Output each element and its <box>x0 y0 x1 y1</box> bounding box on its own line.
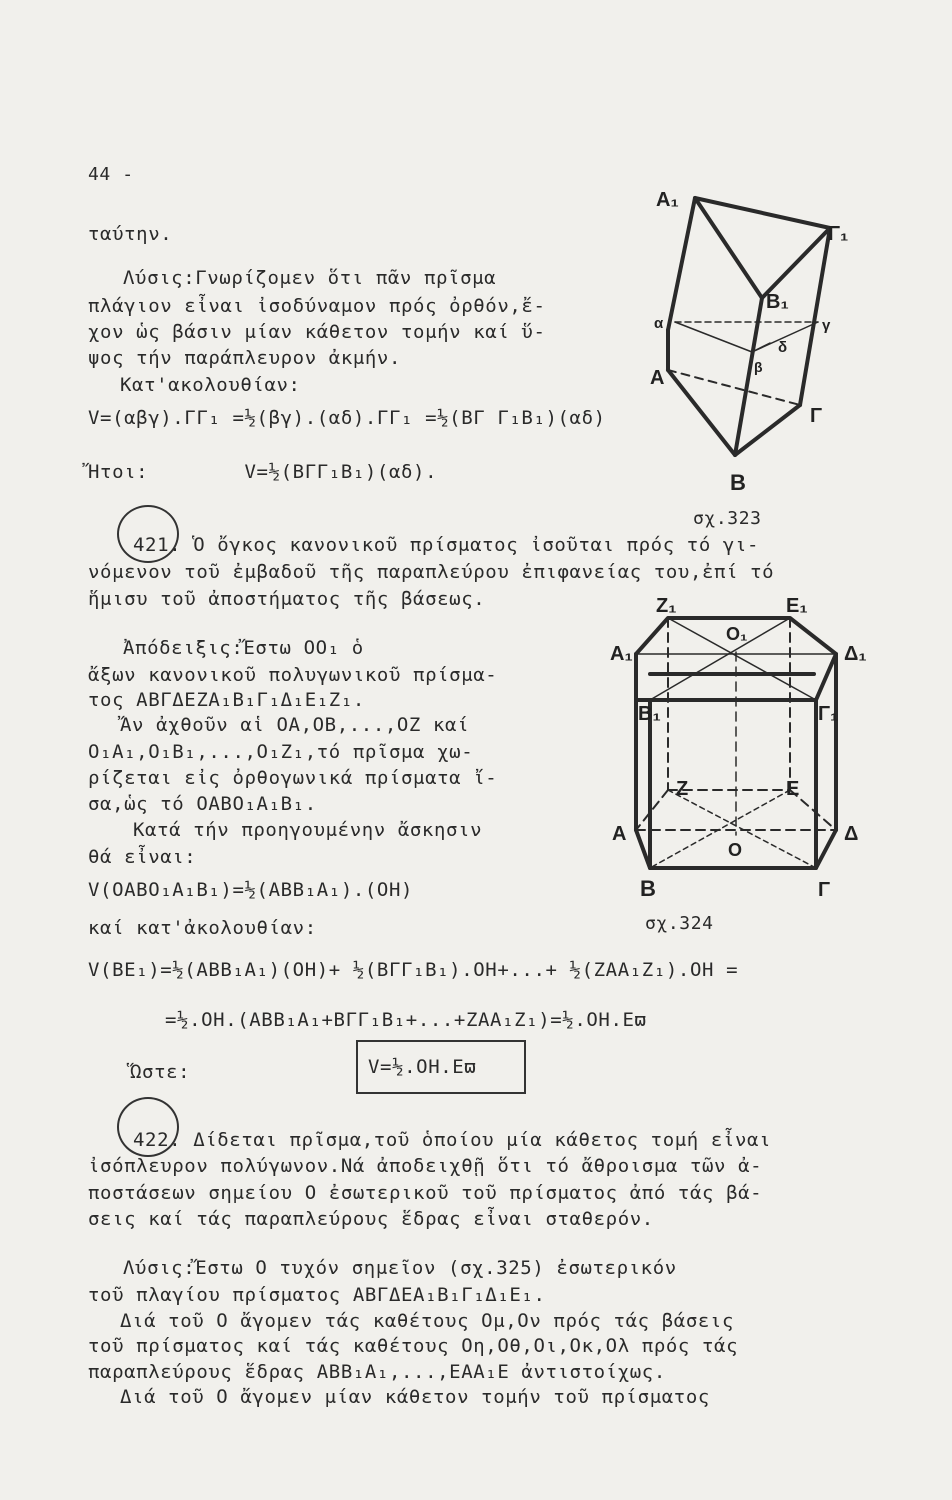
text-line: Λύσις:Ἔστω Ο τυχόν σημεῖον (σχ.325) ἐσωτερικόν <box>123 1257 677 1279</box>
radius-line <box>650 618 790 700</box>
text-line: Ο₁Α₁,Ο₁Β₁,...,Ο₁Ζ₁,τό πρῖσμα χω- <box>88 741 474 763</box>
label-A1: Α₁ <box>610 643 633 665</box>
text-line: ἄξων κανονικοῦ πολυγωνικοῦ πρίσμα- <box>88 664 498 686</box>
label-A1: Α₁ <box>656 189 679 211</box>
label-E1: Ε₁ <box>786 595 808 617</box>
text-line: σεις καί τάς παραπλεύρους ἕδρας εἶναι σταθερόν. <box>88 1208 654 1230</box>
figure-324-regular-prism <box>608 590 878 910</box>
label-B1: Β₁ <box>766 291 789 313</box>
label-G: Γ <box>818 879 831 901</box>
label-G1: Γ₁ <box>828 223 849 245</box>
text-line: ἰσόπλευρον πολύγωνον.Νά ἀποδειχθῇ ὅτι τό ἄθροισμα τῶν ἀ- <box>88 1155 763 1177</box>
figure-324-caption: σχ.324 <box>645 913 714 934</box>
prism-bottom-face <box>668 370 800 455</box>
text-line: ρίζεται εἰς ὀρθογωνικά πρίσματα ἴ- <box>88 767 498 789</box>
text-line: ταύτην. <box>88 223 173 245</box>
label-B: Β <box>730 470 746 495</box>
formula-line: V(ΒΕ₁)=½(ΑΒΒ₁Α₁)(ΟΗ)+ ½(ΒΓΓ₁Β₁).ΟΗ+...+ ½(ΖΑΑ₁Ζ₁).ΟΗ = <box>88 959 739 981</box>
label-Z1: Ζ₁ <box>656 595 677 617</box>
text-line: Λύσις:Γνωρίζομεν ὅτι πᾶν πρῖσμα <box>123 267 497 289</box>
text-line: παραπλεύρους ἕδρας ΑΒΒ₁Α₁,...,ΕΑΑ₁Ε ἀντιστοίχως. <box>88 1361 666 1383</box>
text-line: Ὥστε: <box>130 1061 191 1083</box>
figure-323-oblique-prism <box>640 180 870 500</box>
formula-line: V=(αβγ).ΓΓ₁ =½(βγ).(αδ).ΓΓ₁ =½(ΒΓ Γ₁Β₁)(αδ) <box>88 407 606 429</box>
hidden-edge <box>668 370 800 405</box>
text-line: τοῦ πλαγίου πρίσματος ΑΒΓΔΕΑ₁Β₁Γ₁Δ₁Ε₁. <box>88 1284 546 1306</box>
text-line: ποστάσεων σημείου Ο ἐσωτερικοῦ τοῦ πρίσματος ἀπό τάς βά- <box>88 1182 763 1204</box>
problem-422-statement: 422. Δίδεται πρῖσμα,τοῦ ὁποίου μία κάθετος τομή εἶναι <box>133 1129 772 1151</box>
label-G: Γ <box>810 405 823 427</box>
text-line: Ἄν ἀχθοῦν αἱ ΟΑ,ΟΒ,...,ΟΖ καί <box>120 714 470 736</box>
problem-421-statement: 421. Ὁ ὄγκος κανονικοῦ πρίσματος ἰσοῦται πρός τό γι- <box>133 534 760 556</box>
prism-top-face <box>695 198 830 298</box>
text-line: Διά τοῦ Ο ἄγομεν μίαν κάθετον τομήν τοῦ πρίσματος <box>120 1386 710 1408</box>
label-D1: Δ₁ <box>844 643 867 665</box>
text-line: Κατά τήν προηγουμένην ἄσκησιν <box>133 819 483 841</box>
text-line: ἥμισυ τοῦ ἀποστήματος τῆς βάσεως. <box>88 588 486 610</box>
label-O1: Ο₁ <box>726 624 748 644</box>
label-A: Α <box>612 823 627 845</box>
text-line: Κατ'ακολουθίαν: <box>120 374 301 396</box>
figure-323-caption: σχ.323 <box>693 508 762 529</box>
section-line <box>675 322 752 352</box>
text-line: σα,ὡς τό ΟΑΒΟ₁Α₁Β₁. <box>88 793 317 815</box>
text-line: θά εἶναι: <box>88 846 197 868</box>
boxed-result: V=½.ΟΗ.Εϖ <box>368 1056 477 1078</box>
label-E: Ε <box>786 778 800 800</box>
formula-line: =½.ΟΗ.(ΑΒΒ₁Α₁+ΒΓΓ₁Β₁+...+ΖΑΑ₁Ζ₁)=½.ΟΗ.Εϖ <box>165 1009 647 1031</box>
label-G1: Γ₁ <box>818 703 839 725</box>
label-B1: Β₁ <box>638 703 661 725</box>
text-line: Διά τοῦ Ο ἄγομεν τάς καθέτους Ομ,Ον πρός τάς βάσεις <box>120 1310 734 1332</box>
prism-edge <box>668 198 695 330</box>
label-D: Δ <box>844 823 859 845</box>
label-A: Α <box>650 367 665 389</box>
label-B: Β <box>640 876 656 901</box>
text-line: ψος τήν παράπλευρον ἀκμήν. <box>88 347 402 369</box>
label-a: α <box>654 315 664 332</box>
text-line: χον ὡς βάσιν μίαν κάθετον τομήν καί ὕ- <box>88 321 546 343</box>
label-d: δ <box>778 339 788 356</box>
page-number: 44 - <box>88 164 134 185</box>
label-O: Ο <box>728 840 743 860</box>
text-line: καί κατ'ἀκολουθίαν: <box>88 917 317 939</box>
formula-line: V(ΟΑΒΟ₁Α₁Β₁)=½(ΑΒΒ₁Α₁).(ΟΗ) <box>88 879 414 901</box>
formula-line: Ἤτοι: V=½(ΒΓΓ₁Β₁)(αδ). <box>88 461 438 483</box>
text-line: πλάγιον εἶναι ἰσοδύναμον πρός ὀρθόν,ἔ- <box>88 295 546 317</box>
text-line: νόμενον τοῦ ἐμβαδοῦ τῆς παραπλεύρου ἐπιφανείας του,ἐπί τό <box>88 561 775 583</box>
text-line: τος ΑΒΓΔΕΖΑ₁Β₁Γ₁Δ₁Ε₁Ζ₁. <box>88 689 365 711</box>
label-g: γ <box>822 317 831 334</box>
label-b: β <box>754 359 763 375</box>
text-line: τοῦ πρίσματος καί τάς καθέτους Οη,Οθ,Οι,Οκ,Ολ πρός τάς <box>88 1335 739 1357</box>
label-Z: Ζ <box>676 778 689 800</box>
text-line: Ἀπόδειξις:Ἔστω ΟΟ₁ ὁ <box>123 637 364 659</box>
